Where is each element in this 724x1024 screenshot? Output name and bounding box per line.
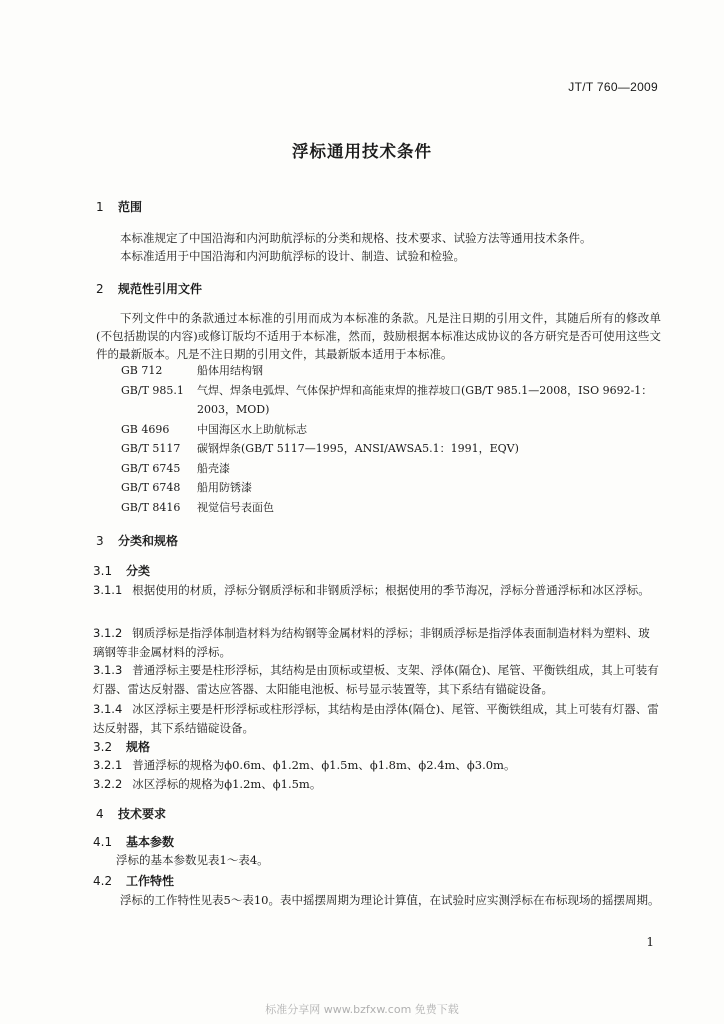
clause-number: 3.1.3 [93, 663, 123, 677]
document-title: 浮标通用技术条件 [292, 142, 432, 161]
subsection-4-2-heading [93, 872, 174, 889]
section-number: 2 [96, 282, 104, 296]
subsection-number: 3.2 [93, 740, 113, 754]
clause-text: 钢质浮标是指浮体制造材料为结构钢等金属材料的浮标；非钢质浮标是指浮体表面制造材料为塑料、玻璃钢等非金属材料的浮标。 [93, 626, 650, 659]
clause-3-1-1 [93, 581, 661, 600]
reference-row [121, 478, 661, 498]
reference-row [121, 420, 661, 440]
section-4-heading [96, 805, 166, 822]
subsection-number: 4.2 [93, 874, 113, 888]
section-1-heading [96, 198, 142, 215]
reference-row [121, 439, 661, 459]
subsection-number: 4.1 [93, 835, 113, 849]
normative-references-list [121, 361, 661, 517]
section-title: 技术要求 [118, 807, 167, 821]
reference-title: 船壳漆 [197, 461, 230, 475]
clause-3-2-2 [93, 775, 661, 794]
reference-code: GB/T 985.1 [121, 383, 184, 397]
clause-text: 冰区浮标主要是杆形浮标或柱形浮标，其结构是由浮体(隔仓)、尾管、平衡铁组成，其上可装有灯器、雷达反射器，其下系结锚碇设备。 [93, 702, 659, 735]
subsection-4-1-text: 浮标的基本参数见表1～表4。 [116, 853, 269, 867]
reference-row [121, 381, 661, 420]
clause-number: 3.1.4 [93, 702, 123, 716]
clause-3-1-2 [93, 624, 661, 661]
clause-3-1-3 [93, 661, 661, 698]
reference-title: 中国海区水上助航标志 [197, 422, 307, 436]
reference-title: 船用防锈漆 [197, 481, 252, 494]
reference-title: 视觉信号表面色 [197, 500, 274, 514]
subsection-title: 工作特性 [126, 874, 175, 888]
subsection-4-2-text: 浮标的工作特性见表5～表10。表中摇摆周期为理论计算值，在试验时应实测浮标在布标现场的摇摆周期。 [120, 893, 660, 907]
reference-row [121, 361, 661, 381]
reference-row [121, 459, 661, 479]
page-number: 1 [646, 935, 654, 949]
section-1-paragraph-1: 本标准规定了中国沿海和内河助航浮标的分类和规格、技术要求、试验方法等通用技术条件。 [120, 231, 592, 245]
section-2-intro: 下列文件中的条款通过本标准的引用而成为本标准的条款。凡是注日期的引用文件，其随后所有的修改单(不包括勘误的内容)或修订版均不适用于本标准，然而，鼓励根据本标准达成协议的各方研究是否可使用这些文件的最新版本。凡是不注日期的引用文件，其最新版本适用于本标准。 [96, 311, 661, 361]
clause-number: 3.2.2 [93, 777, 123, 791]
clause-text: 冰区浮标的规格为ϕ1.2m、ϕ1.5m。 [132, 777, 322, 791]
subsection-title: 规格 [126, 740, 151, 754]
section-title: 范围 [118, 200, 143, 214]
reference-code: GB/T 8416 [121, 500, 181, 514]
section-number: 4 [96, 807, 104, 821]
section-title: 规范性引用文件 [118, 282, 203, 296]
reference-title: 船体用结构钢 [197, 364, 263, 377]
section-number: 1 [96, 200, 104, 214]
clause-number: 3.1.2 [93, 626, 123, 640]
subsection-3-1-heading [93, 562, 150, 579]
reference-title: 气焊、焊条电弧焊、气体保护焊和高能束焊的推荐坡口(GB/T 985.1—2008，ISO 9692-1：2003，MOD) [197, 383, 653, 416]
clause-text: 普通浮标的规格为ϕ0.6m、ϕ1.2m、ϕ1.5m、ϕ1.8m、ϕ2.4m、ϕ3.0m。 [132, 758, 516, 772]
subsection-4-1-heading [93, 833, 174, 850]
clause-text: 普通浮标主要是柱形浮标，其结构是由顶标或望板、支架、浮体(隔仓)、尾管、平衡铁组成，其上可装有灯器、雷达反射器、雷达应答器、太阳能电池板、标号显示装置等，其下系结有锚碇设备。 [93, 663, 659, 696]
subsection-title: 分类 [126, 564, 151, 578]
section-title: 分类和规格 [118, 534, 179, 548]
reference-code: GB/T 6745 [121, 461, 181, 475]
reference-title: 碳钢焊条(GB/T 5117—1995，ANSI/AWSA5.1：1991，EQV) [197, 442, 519, 455]
clause-3-1-4 [93, 700, 661, 737]
clause-3-2-1 [93, 756, 661, 775]
clause-number: 3.2.1 [93, 758, 123, 772]
site-watermark: 标准分享网 www.bzfxw.com 免费下载 [265, 1003, 459, 1016]
section-1-paragraph-2: 本标准适用于中国沿海和内河助航浮标的设计、制造、试验和检验。 [120, 249, 465, 263]
subsection-3-2-heading [93, 738, 150, 755]
section-3-heading [96, 532, 178, 549]
subsection-title: 基本参数 [126, 835, 175, 849]
reference-code: GB/T 6748 [121, 481, 181, 494]
reference-code: GB/T 5117 [121, 442, 181, 455]
section-number: 3 [96, 534, 104, 548]
standard-code: JT/T 760—2009 [568, 80, 658, 94]
clause-text: 根据使用的材质，浮标分钢质浮标和非钢质浮标；根据使用的季节海况，浮标分普通浮标和冰区浮标。 [132, 583, 650, 597]
reference-code: GB 712 [121, 364, 163, 377]
section-2-heading [96, 280, 202, 297]
reference-code: GB 4696 [121, 422, 170, 436]
clause-number: 3.1.1 [93, 583, 123, 597]
subsection-number: 3.1 [93, 564, 113, 578]
reference-row [121, 498, 661, 518]
